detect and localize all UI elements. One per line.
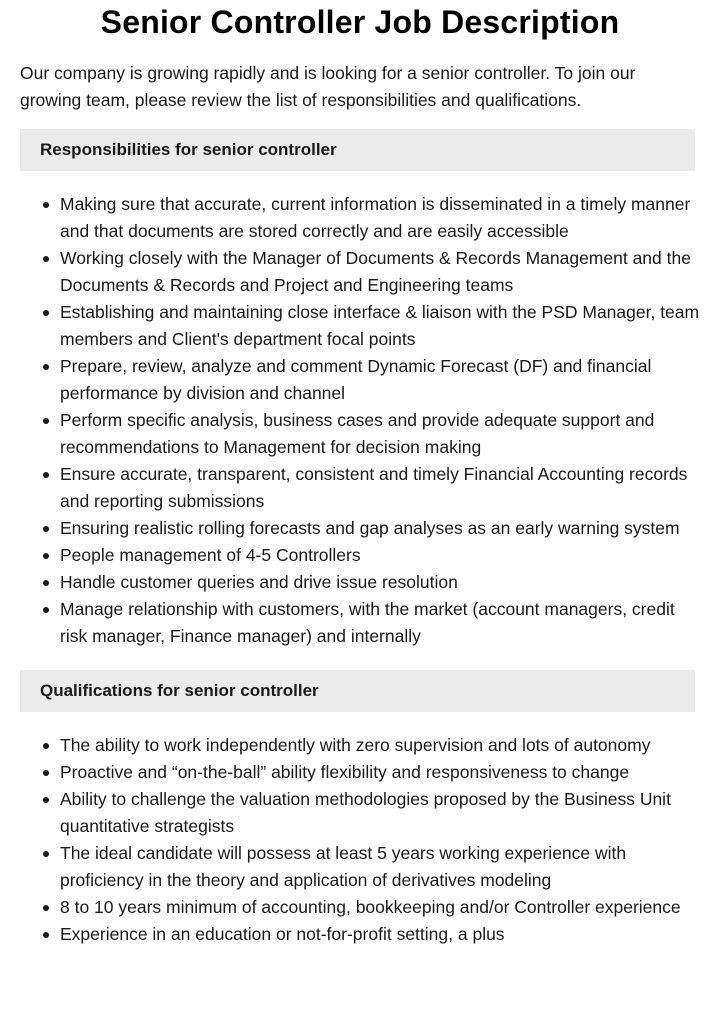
- list-item-text: Ensure accurate, transparent, consistent and timely Financial Accounting records and reporting submissions: [60, 464, 688, 511]
- list-item: [60, 786, 700, 840]
- list-item-text: Working closely with the Manager of Documents & Records Management and the Documents & Records and Project and Engineering teams: [60, 248, 691, 295]
- bullet-icon: [43, 743, 49, 749]
- bullet-icon: [43, 526, 49, 532]
- bullet-icon: [43, 607, 49, 613]
- bullet-icon: [43, 580, 49, 586]
- list-item: [60, 191, 700, 245]
- bullet-icon: [43, 202, 49, 208]
- list-item: [60, 542, 700, 569]
- list-item: [60, 596, 700, 650]
- list-item-text: Handle customer queries and drive issue resolution: [60, 572, 458, 592]
- bullet-icon: [43, 932, 49, 938]
- page-title: Senior Controller Job Description: [100, 4, 620, 40]
- bullet-icon: [43, 364, 49, 370]
- list-item-text: Making sure that accurate, current information is disseminated in a timely manner and that documents are stored correctly and are easily accessible: [60, 194, 691, 241]
- list-item-text: Ensuring realistic rolling forecasts and gap analyses as an early warning system: [60, 518, 680, 538]
- bullet-icon: [43, 256, 49, 262]
- bullet-icon: [43, 553, 49, 559]
- list-item-text: Prepare, review, analyze and comment Dynamic Forecast (DF) and financial performance by division and channel: [60, 356, 652, 403]
- list-item-text: 8 to 10 years minimum of accounting, bookkeeping and/or Controller experience: [60, 897, 681, 917]
- list-item-text: Proactive and “on-the-ball” ability flexibility and responsiveness to change: [60, 762, 630, 782]
- list-item: [60, 245, 700, 299]
- bullet-icon: [43, 797, 49, 803]
- bullet-icon: [43, 310, 49, 316]
- bullet-icon: [43, 851, 49, 857]
- list-item: [60, 732, 700, 759]
- bullet-icon: [43, 472, 49, 478]
- list-item: [60, 840, 700, 894]
- list-item-text: People management of 4-5 Controllers: [60, 545, 361, 565]
- list-item: [60, 921, 700, 948]
- list-item: [60, 353, 700, 407]
- list-item-text: Manage relationship with customers, with the market (account managers, credit risk manager, Finance manager) and internally: [60, 599, 675, 646]
- list-item: [60, 759, 700, 786]
- list-item-text: Experience in an education or not-for-profit setting, a plus: [60, 924, 505, 944]
- intro-paragraph: Our company is growing rapidly and is looking for a senior controller. To join our growing team, please review the list of responsibilities and qualifications.: [20, 63, 636, 110]
- list-item-text: Establishing and maintaining close interface & liaison with the PSD Manager, team members and Client's department focal points: [60, 302, 700, 349]
- list-item: [60, 299, 700, 353]
- qualifications-header: Qualifications for senior controller: [20, 670, 695, 712]
- list-item-text: The ideal candidate will possess at least 5 years working experience with proficiency in the theory and application of derivatives modeling: [60, 843, 627, 890]
- list-item-text: Perform specific analysis, business cases and provide adequate support and recommendations to Management for decision making: [60, 410, 655, 457]
- responsibilities-header: Responsibilities for senior controller: [20, 129, 695, 171]
- responsibilities-list: [0, 191, 700, 650]
- bullet-icon: [43, 418, 49, 424]
- list-item: [60, 407, 700, 461]
- bullet-icon: [43, 770, 49, 776]
- list-item-text: Ability to challenge the valuation methodologies proposed by the Business Unit quantitative strategists: [60, 789, 671, 836]
- bullet-icon: [43, 905, 49, 911]
- list-item: [60, 461, 700, 515]
- list-item: [60, 515, 700, 542]
- qualifications-list: [0, 732, 700, 948]
- list-item: [60, 894, 700, 921]
- list-item: [60, 569, 700, 596]
- list-item-text: The ability to work independently with zero supervision and lots of autonomy: [60, 735, 651, 755]
